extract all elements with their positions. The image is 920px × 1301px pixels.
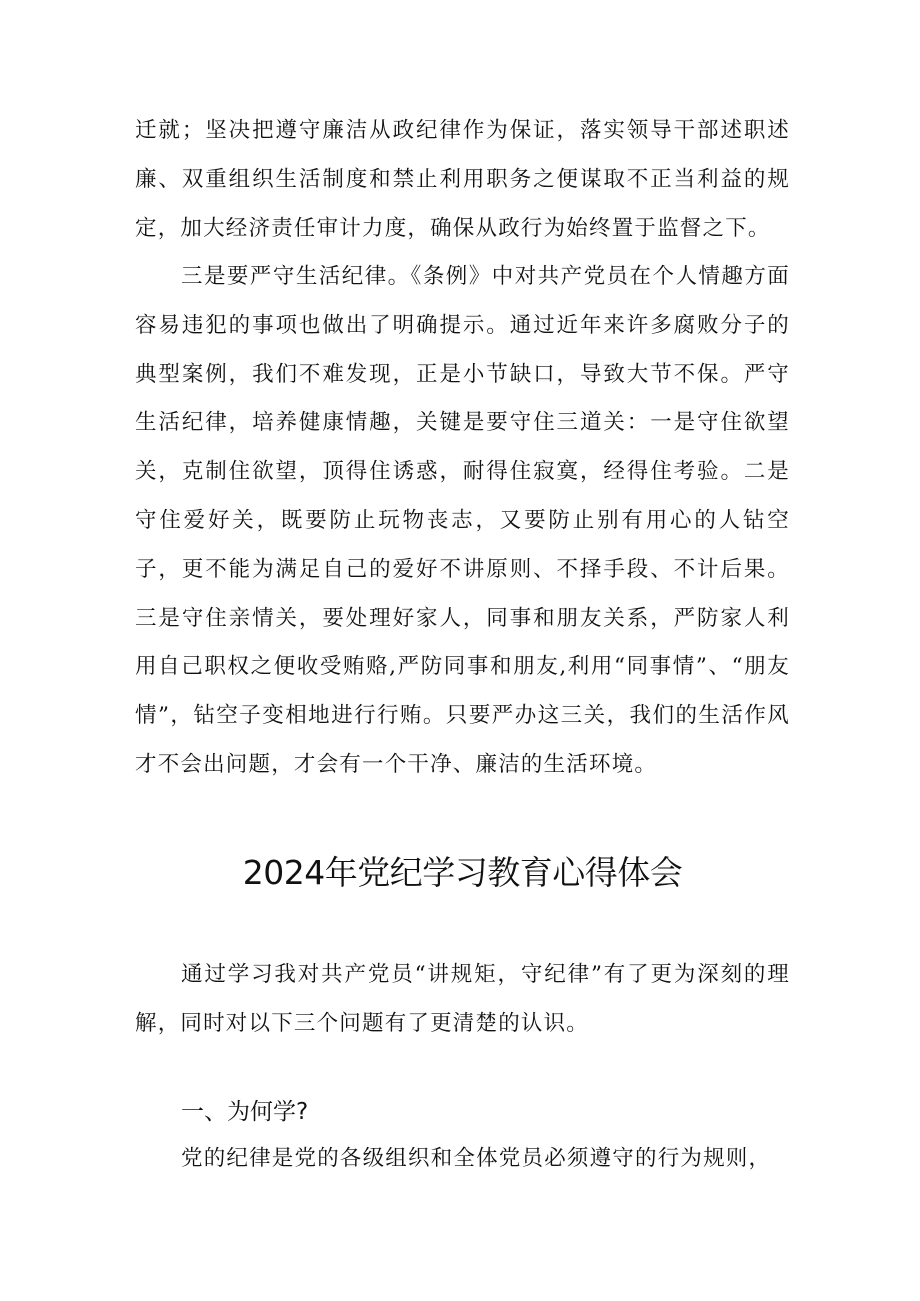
document-title: 2024年党纪学习教育心得体会 [242,853,683,892]
body-paragraph: 通过学习我对共产党员“讲规矩，守纪律”有了更为深刻的理解，同时对以下三个问题有了更清楚的认识。 [135,962,790,1036]
body-paragraph: 党的纪律是党的各级组织和全体党员必须遵守的行为规则， [181,1146,772,1171]
body-paragraph: 三是要严守生活纪律。《条例》中对共产党员在个人情趣方面容易违犯的事项也做出了明确提示。通过近年来许多腐败分子的典型案例，我们不难发现，正是小节缺口，导致大节不保。严守生活纪律，培养健康情趣，关键是要守住三道关：一是守住欲望关，克制住欲望，顶得住诱惑，耐得住寂寞，经得住考验。二是守住爱好关，既要防止玩物丧志，又要防止别有用心的人钻空子，更不能为满足自己的爱好不讲原则、不择手段、不计后果。三是守住亲情关，要处理好家人，同事和朋友关系，严防家人利用自己职权之便收受贿赂,严防同事和朋友,利用“同事情”、“朋友情”，钻空子变相地进行行贿。只要严办这三关，我们的生活作风才不会出问题，才会有一个干净、廉洁的生活环境。 [135,264,790,777]
body-paragraph: 迁就；坚决把遵守廉洁从政纪律作为保证，落实领导干部述职述廉、双重组织生活制度和禁止利用职务之便谋取不正当利益的规定，加大经济责任审计力度，确保从政行为始终置于监督之下。 [135,118,790,241]
section-heading: 一、为何学? [181,1099,309,1125]
